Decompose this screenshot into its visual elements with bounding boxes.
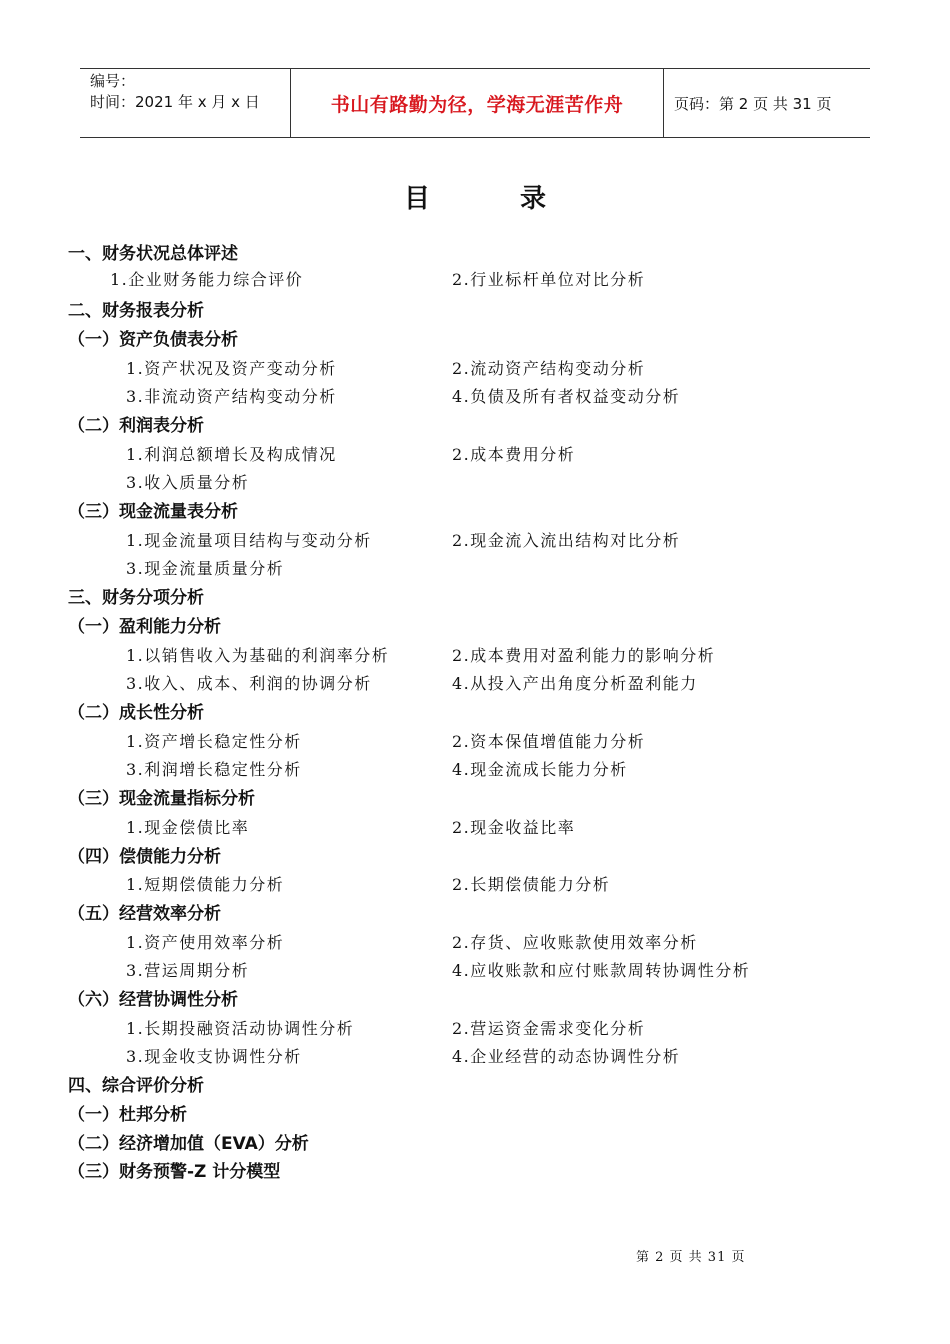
header-meta (80, 69, 290, 137)
toc-section-1[interactable]: 一、财务状况总体评述 (68, 244, 238, 264)
toc-item[interactable]: 3.营运周期分析 (126, 961, 250, 980)
toc-item[interactable]: 2.营运资金需求变化分析 (452, 1019, 646, 1038)
title-char-2: 录 (520, 184, 547, 214)
toc-subsection[interactable]: （六）经营协调性分析 (68, 990, 238, 1010)
toc-item[interactable]: 3.收入质量分析 (126, 473, 250, 492)
title-char-1: 目 (403, 184, 430, 214)
toc-item[interactable]: 4.应收账款和应付账款周转协调性分析 (452, 961, 751, 980)
toc-item[interactable]: 2.成本费用分析 (452, 445, 576, 464)
toc-item[interactable]: 3.非流动资产结构变动分析 (126, 387, 337, 406)
toc-subsection[interactable]: （二）成长性分析 (68, 703, 204, 723)
page-header (80, 68, 870, 138)
header-page-number: 页码：第 2 页 共 31 页 (674, 94, 832, 113)
toc-item[interactable]: 2.行业标杆单位对比分析 (452, 270, 646, 289)
toc-subsection[interactable]: （三）财务预警-Z 计分模型 (68, 1162, 281, 1182)
toc-item[interactable]: 3.利润增长稳定性分析 (126, 760, 302, 779)
toc-item[interactable]: 2.资本保值增值能力分析 (452, 732, 646, 751)
toc-item[interactable]: 1.资产增长稳定性分析 (126, 732, 302, 751)
toc-item[interactable]: 3.现金流量质量分析 (126, 559, 285, 578)
toc-subsection[interactable]: （一）杜邦分析 (68, 1105, 187, 1125)
toc-item[interactable]: 4.负债及所有者权益变动分析 (452, 387, 681, 406)
toc-item[interactable]: 1.利润总额增长及构成情况 (126, 445, 337, 464)
toc-subsection[interactable]: （五）经营效率分析 (68, 904, 221, 924)
document-date-label: 时间：2021 年 x 月 x 日 (90, 93, 260, 111)
toc-item[interactable]: 2.长期偿债能力分析 (452, 875, 611, 894)
toc-subsection[interactable]: （二）经济增加值（EVA）分析 (68, 1134, 309, 1154)
toc-subsection[interactable]: （四）偿债能力分析 (68, 847, 221, 867)
toc-section-2[interactable]: 二、财务报表分析 (68, 301, 204, 321)
toc-item[interactable]: 1.长期投融资活动协调性分析 (126, 1019, 355, 1038)
toc-item[interactable]: 1.资产状况及资产变动分析 (126, 359, 337, 378)
toc-subsection[interactable]: （一）资产负债表分析 (68, 330, 238, 350)
toc-item[interactable]: 1.以销售收入为基础的利润率分析 (126, 646, 390, 665)
toc-item[interactable]: 2.现金收益比率 (452, 818, 576, 837)
toc-item[interactable]: 4.企业经营的动态协调性分析 (452, 1047, 681, 1066)
page-footer: 第 2 页 共 31 页 (636, 1250, 746, 1265)
toc-subsection[interactable]: （三）现金流量指标分析 (68, 789, 255, 809)
toc-subsection[interactable]: （一）盈利能力分析 (68, 617, 221, 637)
document-number-label: 编号： (90, 72, 136, 90)
header-motto: 书山有路勤为径，学海无涯苦作舟 (290, 69, 664, 137)
toc-item[interactable]: 1.企业财务能力综合评价 (110, 270, 304, 289)
toc-section-4[interactable]: 四、综合评价分析 (68, 1076, 204, 1096)
toc-item[interactable]: 4.现金流成长能力分析 (452, 760, 628, 779)
toc-item[interactable]: 1.现金流量项目结构与变动分析 (126, 531, 372, 550)
toc-item[interactable]: 3.现金收支协调性分析 (126, 1047, 302, 1066)
toc-item[interactable]: 4.从投入产出角度分析盈利能力 (452, 674, 698, 693)
toc-subsection[interactable]: （二）利润表分析 (68, 416, 204, 436)
toc-subsection[interactable]: （三）现金流量表分析 (68, 502, 238, 522)
toc-item[interactable]: 2.现金流入流出结构对比分析 (452, 531, 681, 550)
toc-item[interactable]: 2.成本费用对盈利能力的影响分析 (452, 646, 716, 665)
toc-item[interactable]: 2.存货、应收账款使用效率分析 (452, 933, 698, 952)
toc-item[interactable]: 1.现金偿债比率 (126, 818, 250, 837)
page-title (0, 178, 950, 215)
toc-item[interactable]: 1.资产使用效率分析 (126, 933, 285, 952)
toc-item[interactable]: 1.短期偿债能力分析 (126, 875, 285, 894)
toc-item[interactable]: 2.流动资产结构变动分析 (452, 359, 646, 378)
toc-section-3[interactable]: 三、财务分项分析 (68, 588, 204, 608)
toc-item[interactable]: 3.收入、成本、利润的协调分析 (126, 674, 372, 693)
